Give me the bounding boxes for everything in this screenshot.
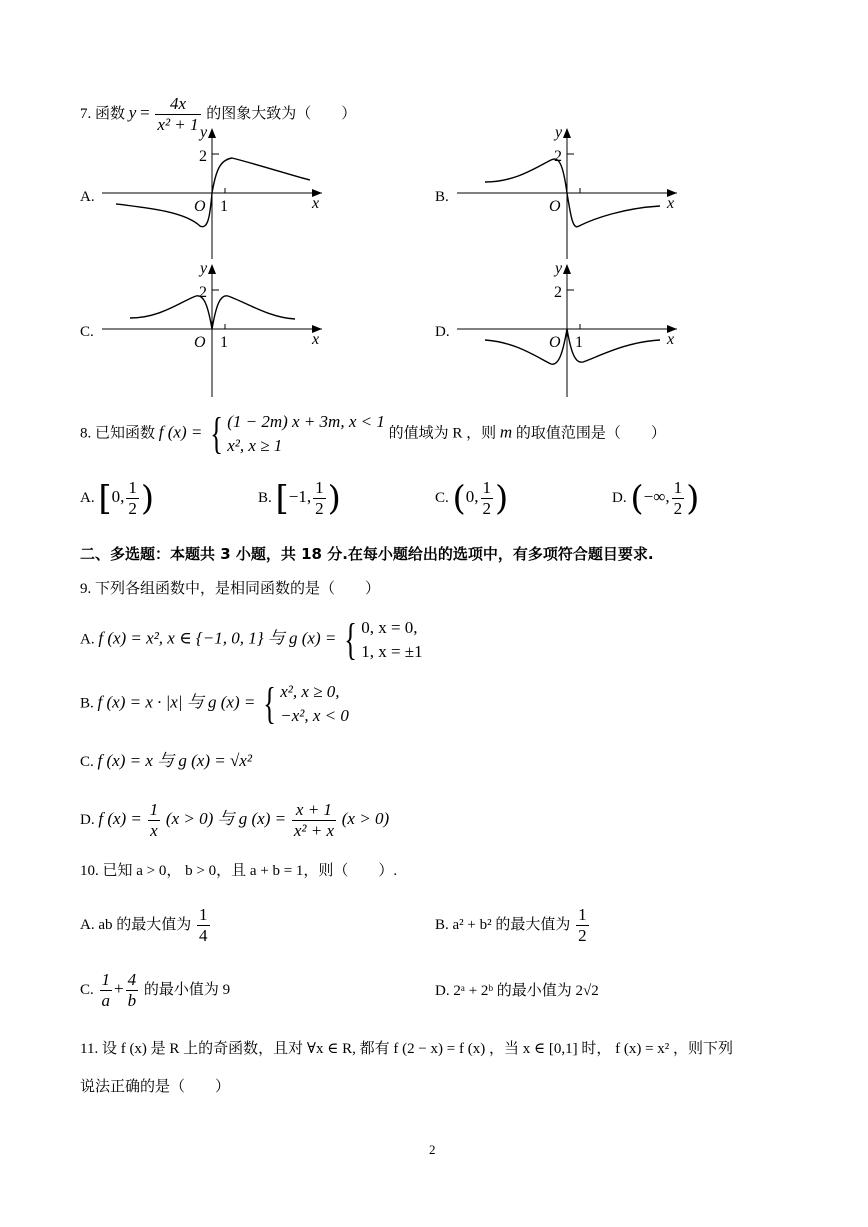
q10-option-a: A. ab 的最大值为 $\frac{1}{4}$ <box>80 905 208 945</box>
q10-stem: 10. 已知 a > 0， b > 0，且 a + b = 1，则（ ）. <box>80 863 398 879</box>
q9-option-b: B. f (x) = x · |x| 与 g (x) = { x², x ≥ 0, −x², x < 0 <box>80 679 349 728</box>
x-axis-label: x <box>312 331 320 348</box>
y-axis-label: y <box>555 124 563 141</box>
q10-option-c: C. $\frac{1}{a}$ + $\frac{4}{b}$ 的最小值为 9 <box>80 970 231 1010</box>
q10-option-d: D. 2ᵃ + 2ᵇ 的最小值为 2√2 <box>435 983 599 999</box>
q7-option-d-label: D. <box>435 324 450 340</box>
q8-option-c: C. (0, $\frac{1}{2}$ ) <box>435 478 509 519</box>
tick-2: 2 <box>554 284 562 301</box>
origin-label: O <box>194 334 206 351</box>
x-axis-label: x <box>667 331 675 348</box>
q7-option-c-label: C. <box>80 324 94 340</box>
q9-option-c: C. f (x) = x 与 g (x) = √x² <box>80 751 252 770</box>
tick-1: 1 <box>220 334 228 351</box>
q7-graph-c <box>100 256 340 398</box>
origin-label: O <box>549 198 561 215</box>
q7-graph-d <box>455 256 695 398</box>
tick-1: 1 <box>575 334 583 351</box>
q11-stem-line2: 说法正确的是（ ） <box>80 1079 231 1095</box>
tick-2: 2 <box>199 284 207 301</box>
y-axis-label: y <box>200 260 208 277</box>
q9-stem: 9. 下列各组函数中，是相同函数的是（ ） <box>80 581 381 597</box>
x-axis-label: x <box>667 195 675 212</box>
q9-option-d: D. f (x) = $\frac{1}{x}$ (x > 0) 与 g (x) = $\frac{x + 1}{\text{x² + x}}$ (x > 0) <box>80 800 390 840</box>
section-heading: 二、多选题：本题共 3 小题，共 18 分.在每小题给出的选项中，有多项符合题目要求. <box>80 545 654 563</box>
x-axis-label: x <box>312 195 320 212</box>
q8-option-d: D. (−∞, $\frac{1}{2}$ ) <box>612 478 700 519</box>
q8-option-a: A. [0, $\frac{1}{2}$ ) <box>80 478 155 519</box>
q8-option-b: B. [−1, $\frac{1}{2}$ ) <box>258 478 341 519</box>
q7-option-b-label: B. <box>435 189 449 205</box>
origin-label: O <box>549 334 561 351</box>
q7-fraction: $\frac{4x}{\text{x² + 1}}$ <box>157 94 199 134</box>
q7-graph-a <box>100 120 340 260</box>
q7-graph-b <box>455 120 695 260</box>
tick-1: 1 <box>220 198 228 215</box>
q8-stem: 8. 已知函数 f (x) = { (1 − 2m) x + 3m, x < 1 x², x ≥ 1 的值域为 R ，则 m 的取值范围是（ ） <box>80 409 666 458</box>
page-number: 2 <box>429 1142 436 1157</box>
q7-option-a-label: A. <box>80 189 95 205</box>
origin-label: O <box>194 198 206 215</box>
y-axis-label: y <box>555 260 563 277</box>
q10-option-b: B. a² + b² 的最大值为 $\frac{1}{2}$ <box>435 905 587 945</box>
tick-2: 2 <box>554 148 562 165</box>
q9-option-a: A. f (x) = x², x ∈ {−1, 0, 1} 与 g (x) = { 0, x = 0, 1, x = ±1 <box>80 615 423 664</box>
tick-2: 2 <box>199 148 207 165</box>
q8-piecewise: (1 − 2m) x + 3m, x < 1 x², x ≥ 1 <box>227 412 385 455</box>
y-axis-label: y <box>200 124 208 141</box>
q11-stem-line1: 11. 设 f (x) 是 R 上的奇函数，且对 ∀x ∈ R, 都有 f (2 − x) = f (x) ，当 x ∈ [0,1] 时， f (x) = x² ，则下列 <box>80 1041 734 1057</box>
q7-stem: 7. 函数 y = $\frac{4x}{\text{x² + 1}}$ 的图象大致为（ ） <box>80 94 357 134</box>
